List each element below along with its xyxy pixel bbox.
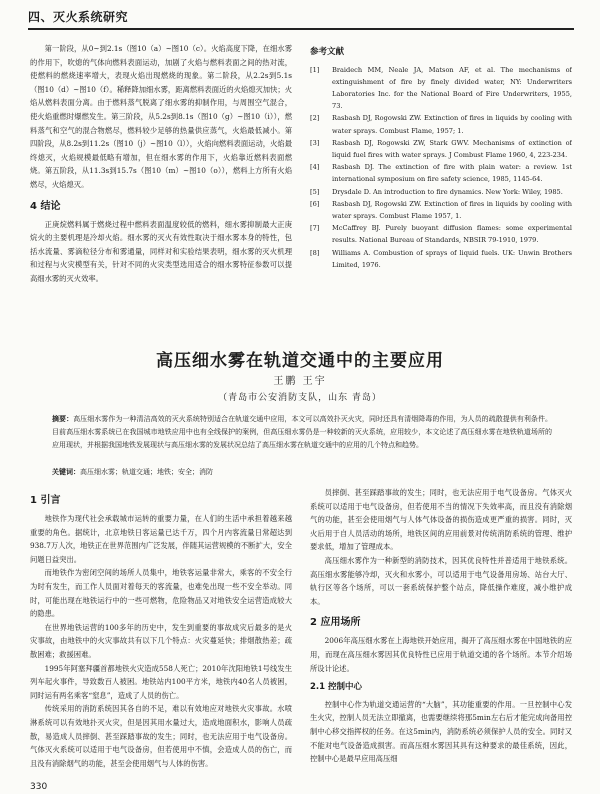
conclusion-heading: 4 结论 — [30, 200, 61, 212]
prev-body-paragraph: 第一阶段，从0~到2.1s（图10（a）~图10（c）。火焰高度下降，在细水雾的作用下，吹熄的气体向燃料表面运动，加剧了火焰与燃料表面之间的热对流，使燃料的燃烧速率增大，表现火焰出现燃烧的现象。第二阶段，从2.2s到5.1s（图10（d）~图10（f）。稀释降加细水雾，距离燃料表面近的火焰熄灭加快；火焰从燃料表面分离。由于燃料蒸气脱离了细水雾的抑制作用，与周围空气混合，使火焰重燃时爆燃发生。第三阶段，从5.2s到8.1s（图10（g）~图10（i）），燃料蒸气和空气的混合物燃尽，燃料较少足够的热量供应蒸气，火焰最低减小。第四阶段，从8.2s到11.2s（图10（j）~图10（l）），火焰向燃料表面运动，火焰最终熄灭，火焰规模最低略有增加，但在细水雾的作用下，火焰靠近燃料表面燃烧。第五阶段，从11.3s到15.7s（图10（m）~图10（o）），燃料上方所有火焰燃尽，火焰熄灭。 — [30, 44, 292, 189]
article-affiliation: （青岛市公安消防支队，山东 青岛） — [218, 393, 382, 403]
reference-text: Rasbash DJ, Rogowski ZW. Extinction of fires in liquids by cooling with water sprays. Combust Flame 1957, 1. — [332, 199, 572, 221]
reference-item — [310, 247, 572, 271]
prev-article-left-column — [30, 42, 292, 338]
reference-text: Rasbash DJ, Rogowski ZW. Extinction of fires in liquids by cooling with water sprays. Combust Flame, 1957; 1. — [332, 114, 572, 135]
reference-text: Williams A. Combustion of sprays of liquid fuels. UK: Unwin Brothers Limited, 1976. — [332, 248, 572, 269]
subsection-2-1-paragraph: 控制中心作为轨道交通运营的“大脑”，其功能重要的作用。一旦控制中心发生火灾，控制人员无法立即撤离，也需要继续将那5min左右后才能完成向备用控制中心移交指挥权的任务。在这5min内，消防系统必须保护人员的安全。同时又不能对电气设备造成损害。而高压细水雾因其具有这种要求的最佳系统，因此，控制中心是最早应用高压细 — [310, 699, 572, 764]
article-right-column — [310, 486, 572, 786]
reference-item — [310, 161, 572, 185]
section1-heading: 1 引言 — [30, 495, 61, 506]
reference-item — [310, 64, 572, 113]
section1-paragraph: 地铁作为现代社会承载城市运转的重要力量，在人们的生活中承担着越来越重要的角色。据统计，北京地铁日客运量已达千万，四个月内客流量日常超达到938.7万人次，地铁正在世界范围内广泛发展，伴随其运营规模的不断扩大，安全问题日益突出。 — [30, 514, 292, 564]
reference-item — [310, 137, 572, 161]
reference-number: [1] — [310, 65, 320, 74]
abstract-label: 摘要： — [52, 415, 74, 423]
reference-number: [5] — [310, 187, 320, 196]
reference-item — [310, 186, 572, 198]
reference-text: Drysdale D. An introduction to fire dynamics. New York: Wiley, 1985. — [332, 187, 563, 196]
reference-text: Rasbash DJ, Rogowski ZW, Stark GWV. Mechanisms of extinction of liquid fuel fires with water sprays. J Combust Flame 1960, 4, 223-234. — [332, 138, 572, 160]
reference-number: [8] — [310, 248, 320, 257]
reference-item — [310, 222, 572, 246]
article-title: 高压细水雾在轨道交通中的主要应用 — [156, 351, 444, 371]
abstract-text: 高压细水雾作为一种清洁高效的灭火系统特别适合在轨道交通中应用，本文可以高效扑灭火灾，同时还具有清烟降毒的作用，为人员的疏散提供有利条件。目前高压细水雾系统已在我国城市地铁应用中也有全线保护的案例，但高压细水雾仍是一种较新的灭火系统，应用较少，本文论述了高压细水雾在地铁轨道场所的应用现状，并根据我国地铁发展现状与高压细水雾的发展状况总结了高压细水雾在轨道交通中的应用的几个特点和趋势。 — [52, 415, 553, 449]
section1-paragraph: 在世界地铁运营的100多年的历史中，发生到重要的事故成灾后最多的是火灾事故，由地铁中的火灾事故共有以下几个特点：火灾蔓延快；排烟散热差；疏散困难；救援困难。 — [30, 622, 292, 659]
keywords — [52, 466, 552, 478]
reference-number: [4] — [310, 163, 320, 172]
section1-paragraph: 而地铁作为密闭空间的场所人员集中，地铁客运量非常大，乘客的不安全行为时有发生，而工作人员面对着每天的客流量，也难免出现一些不安全举动。同时，可能出现在地铁运行中的一些可燃物，危险物品又对地铁安全运营造成较大的隐患。 — [30, 568, 292, 619]
keywords-text: 高压细水雾；轨道交通；地铁；安全；消防 — [80, 468, 213, 476]
conclusion-paragraph: 正庚烷燃料属于燃烧过程中燃料表面温度较低的燃料，细水雾抑制最大正庚烷火的主要机理是冷却火焰。细水雾的灭火有效性取决于细水雾本身的特性，包括水流量、雾滴粒径分布和雾通量，同样对和实验结果表明，细水雾的灭火机理和过程与火灾模型有关，针对不同的火灾类型选用适合的细水雾特征参数可以提高细水雾的灭火效率。 — [30, 219, 292, 283]
section2-heading: 2 应用场所 — [310, 617, 361, 629]
running-header — [28, 8, 574, 30]
reference-list — [310, 64, 572, 271]
section1-paragraph: 1995年阿塞拜疆首都地铁火灾造成558人死亡；2010年沈阳地铁1号线发生列车起火事件，导致数百人被困。地铁站内100平方米，地铁内40名人员被困，同时运有两名乘客“窒息”，造成了人员的伤亡。 — [30, 663, 292, 700]
reference-item — [310, 198, 572, 222]
intro-continued-paragraph: 高压细水雾作为一种新型的消防技术，因其优良特性并普适用于地铁系统。高压细水雾能够冷却，灭火和水雾小，可以适用于电气设备用房场、站台大厅、轨行区等各个场所，可以一套系统保护整个站点，降低操作难度，减小维护成本。 — [310, 555, 572, 606]
reference-number: [7] — [310, 224, 320, 233]
section2-paragraph: 2006年高压细水雾在上海地铁开始应用，揭开了高压细水雾在中国地铁的应用，而现在高压细水雾因其优良特性已应用于轨道交通的各个场所。本节介绍场所设计论述。 — [310, 636, 572, 673]
keywords-label: 关键词： — [52, 468, 80, 476]
reference-number: [3] — [310, 138, 320, 147]
subsection-2-1-heading: 2.1 控制中心 — [310, 682, 363, 693]
section-label: 四、灭火系统研究 — [28, 10, 129, 24]
reference-item — [310, 112, 572, 136]
article-authors: 王鹏 王宇 — [273, 376, 327, 387]
section1-paragraph: 传统采用的消防系统因其各自的不足，难以有效地应对地铁火灾事故。水喷淋系统可以有效地扑灭火灾，但是因其用水量过大，造成地面积水，影响人员疏散，易造成人员摔倒、甚至踩踏事故的发生；同时，也无法应用于电气设备房。气体灭火系统可以适用于电气设备房，但若使用中不慎，会造成人员的伤亡，而且没有消除烟气的功能，甚至会使用烟气与人体的伤害。 — [30, 704, 292, 768]
page-number: 330 — [30, 782, 48, 792]
reference-number: [6] — [310, 199, 320, 208]
reference-text: Braidech MM, Neale JA, Matson AF, et al. The mechanisms of extinguishment of fire by finely divided water, NY: Underwriters Laboratories Inc. for the National Board of Fire Underwriters, 1955, 73. — [332, 65, 572, 111]
references-heading: 参考文献 — [310, 47, 345, 57]
abstract — [52, 413, 552, 452]
intro-continued-paragraph: 员摔倒、甚至踩踏事故的发生；同时，也无法应用于电气设备房。气体灭火系统可以适用于电气设备房，但若使用不当的情况下失效率高，而且没有消除烟气的功能，甚至会使用烟气与人体气体设备的损伤造成更严重的损害。同时，灭火后用于自人员活动的场所，地铁区间的应用前景对传统消防系统的管理、维护要求低，增加了管理成本。 — [310, 488, 572, 552]
reference-text: Rasbash DJ. The extinction of fire with plain water: a review. 1st international symposium on fire safety science, 1985, 1145-64. — [332, 163, 572, 184]
reference-number: [2] — [310, 114, 320, 123]
reference-text: McCaffrey BJ. Purely buoyant diffusion flames: some experimental results. National Bureau of Standards, NBSIR 79-1910, 1979. — [332, 224, 572, 245]
prev-article-right-column — [310, 42, 572, 362]
article-left-column — [30, 486, 292, 786]
